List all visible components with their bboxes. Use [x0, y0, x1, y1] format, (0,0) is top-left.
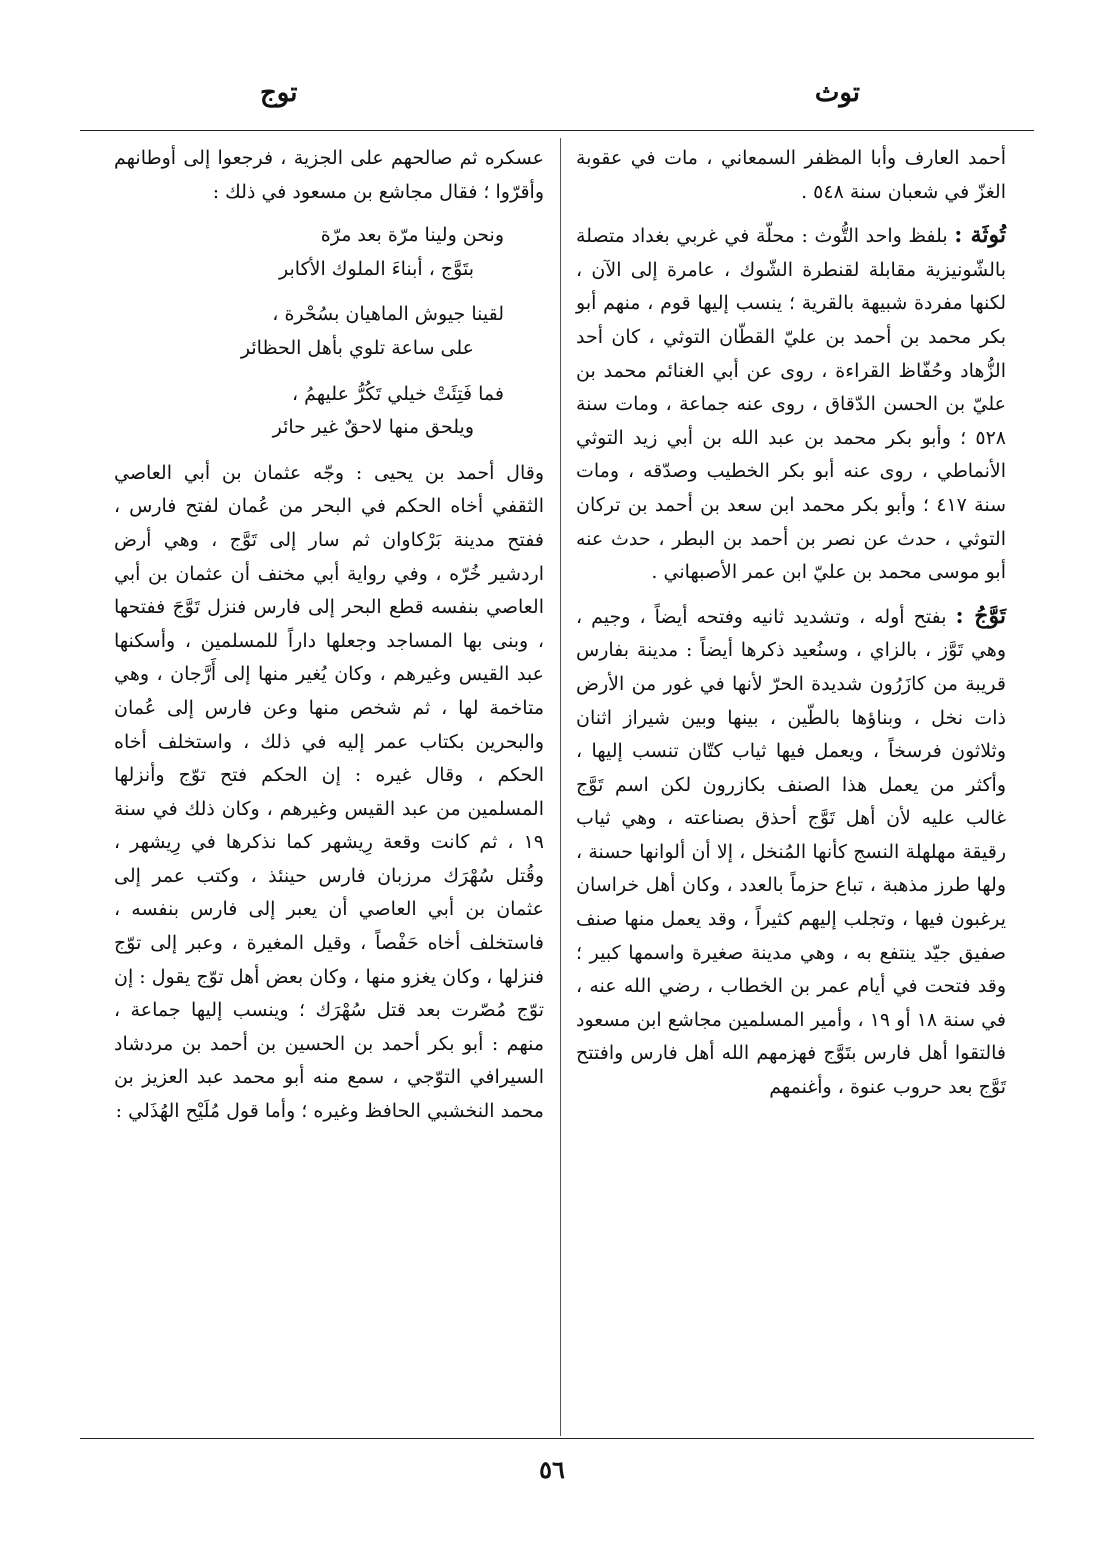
- footer-rule: [80, 1438, 1034, 1439]
- verse-couplet: [114, 298, 544, 365]
- poem-verses: [114, 219, 544, 445]
- column-divider: [560, 138, 561, 1436]
- continued-paragraph: عسكره ثم صالحهم على الجزية ، فرجعوا إلى أوطانهم وأقرّوا ؛ فقال مجاشع بن مسعود في ذلك :: [114, 147, 544, 203]
- verse-first-hemistich: لقينا جيوش الماهيان بسُحْرة ،: [272, 303, 504, 326]
- entry-tutha: [576, 219, 1006, 590]
- verse-couplet: [114, 378, 544, 445]
- verse-first-hemistich: ونحن ولينا مرّة بعد مرّة: [320, 224, 504, 247]
- right-column: [576, 142, 1006, 1115]
- right-running-headword: توث: [814, 78, 860, 108]
- header-rule: [80, 130, 1034, 131]
- verse-couplet: [114, 219, 544, 286]
- page-header: [80, 78, 1040, 128]
- verse-second-hemistich: بتَوَّج ، أبناءَ الملوك الأكابر: [279, 257, 474, 280]
- entry-body: بلفظ واحد التُّوث : محلّة في غربي بغداد متصلة بالشّونيزية مقابلة لقنطرة الشّوك ، عامرة إلى الآن ، لكنها مفردة شبيهة بالقرية ؛ ينسب إليها قوم ، منهم أبو بكر محمد بن أحمد بن عليّ القطّان التوثي ، كان أحد الزُّهاد وحُفّاظ القراءة ، روى عن أبي الغنائم محمد بن عليّ بن الحسن الدّقاق ، روى عنه جماعة ، ومات سنة ٥٢٨ ؛ وأبو بكر محمد بن عبد الله بن أبي زيد التوثي الأنماطي ، روى عنه أبو بكر الخطيب وصدّقه ، ومات سنة ٤١٧ ؛ وأبو بكر محمد ابن سعد بن أحمد بن تركان التوثي ، حدث عن نصر بن أحمد بن البطر ، حدث عنه أبو موسى محمد بن عليّ ابن عمر الأصبهاني .: [576, 225, 1006, 584]
- entry-headword: تُوثَة :: [954, 222, 1007, 249]
- left-running-headword: توج: [260, 78, 298, 108]
- entry-headword: تَوَّجُ :: [955, 602, 1006, 629]
- continued-paragraph: أحمد العارف وأبا المظفر السمعاني ، مات في عقوبة الغزّ في شعبان سنة ٥٤٨ .: [576, 147, 1006, 203]
- entry-body: بفتح أوله ، وتشديد ثانيه وفتحه أيضاً ، وجيم ، وهي تَوَّز ، بالزاي ، وسنُعيد ذكرها أيضاً : مدينة بفارس قريبة من كازَرُون شديدة الحرّ لأنها في غور من الأرض ذات نخل ، وبناؤها بالطّين ، بينها وبين شيراز اثنان وثلاثون فرسخاً ، ويعمل فيها ثياب كتّان تنسب إليها ، وأكثر من يعمل هذا الصنف بكازرون لكن اسم تَوَّج غالب عليه لأن أهل تَوَّج أحذق بصناعته ، وهي ثياب رقيقة مهلهلة النسج كأنها المُنخل ، إلا أن ألوانها حسنة ، ولها طرز مذهبة ، تباع حزماً بالعدد ، وكان أهل خراسان يرغبون فيها ، وتجلب إليهم كثيراً ، وقد يعمل منها صنف صفيق جيّد ينتفع به ، وهي مدينة صغيرة واسمها كبير ؛ وقد فتحت في أيام عمر بن الخطاب ، رضي الله عنه ، في سنة ١٨ أو ١٩ ، وأمير المسلمين مجاشع ابن مسعود فالتقوا أهل فارس بتَوَّج فهزمهم الله أهل فارس وافتتح تَوَّج بعد حروب عنوة ، وأغنمهم: [576, 605, 1006, 1099]
- verse-second-hemistich: ويلحق منها لاحقٌ غير حائر: [272, 416, 474, 439]
- page-number: ٥٦: [539, 1455, 565, 1484]
- verse-first-hemistich: فما فَتِئَتْ خيلي تَكُرُّ عليهمُ ،: [291, 382, 504, 405]
- entry-tawwaj: [576, 600, 1006, 1105]
- left-column: [114, 142, 544, 1139]
- body-paragraph: وقال أحمد بن يحيى : وجّه عثمان بن أبي العاصي الثقفي أخاه الحكم في البحر من عُمان لفتح فارس ، ففتح مدينة بَرْكاوان ثم سار إلى تَوَّج ، وهي أرض اردشير خُرّه ، وفي رواية أبي مخنف أن عثمان بن أبي العاصي بنفسه قطع البحر إلى فارس فنزل تَوَّجَ ففتحها ، وبنى بها المساجد وجعلها داراً للمسلمين ، وأسكنها عبد القيس وغيرهم ، وكان يُغير منها إلى أَرَّجان ، وهي متاخمة لها ، ثم شخص منها وعن فارس إلى عُمان والبحرين بكتاب عمر إليه في ذلك ، واستخلف أخاه الحكم ، وقال غيره : إن الحكم فتح توّج وأنزلها المسلمين من عبد القيس وغيرهم ، وكان ذلك في سنة ١٩ ، ثم كانت وقعة رِيشهر كما نذكرها في رِيشهر ، وقُتل سُهْرَك مرزبان فارس حينئذ ، وكتب عمر إلى عثمان بن أبي العاصي أن يعبر إلى فارس بنفسه ، فاستخلف أخاه حَفْصاً ، وقيل المغيرة ، وعبر إلى توّج فنزلها ، وكان يغزو منها ، وكان بعض أهل توّج يقول : إن توّج مُصّرت بعد قتل سُهْرَك ؛ وينسب إليها جماعة ، منهم : أبو بكر أحمد بن الحسين بن أحمد بن مردشاد السيرافي التوّجي ، سمع منه أبو محمد عبد العزيز بن محمد النخشبي الحافظ وغيره ؛ وأما قول مُلَيْح الهُذَلي :: [114, 461, 544, 1123]
- verse-second-hemistich: على ساعة تلوي بأهل الحظائر: [240, 336, 474, 359]
